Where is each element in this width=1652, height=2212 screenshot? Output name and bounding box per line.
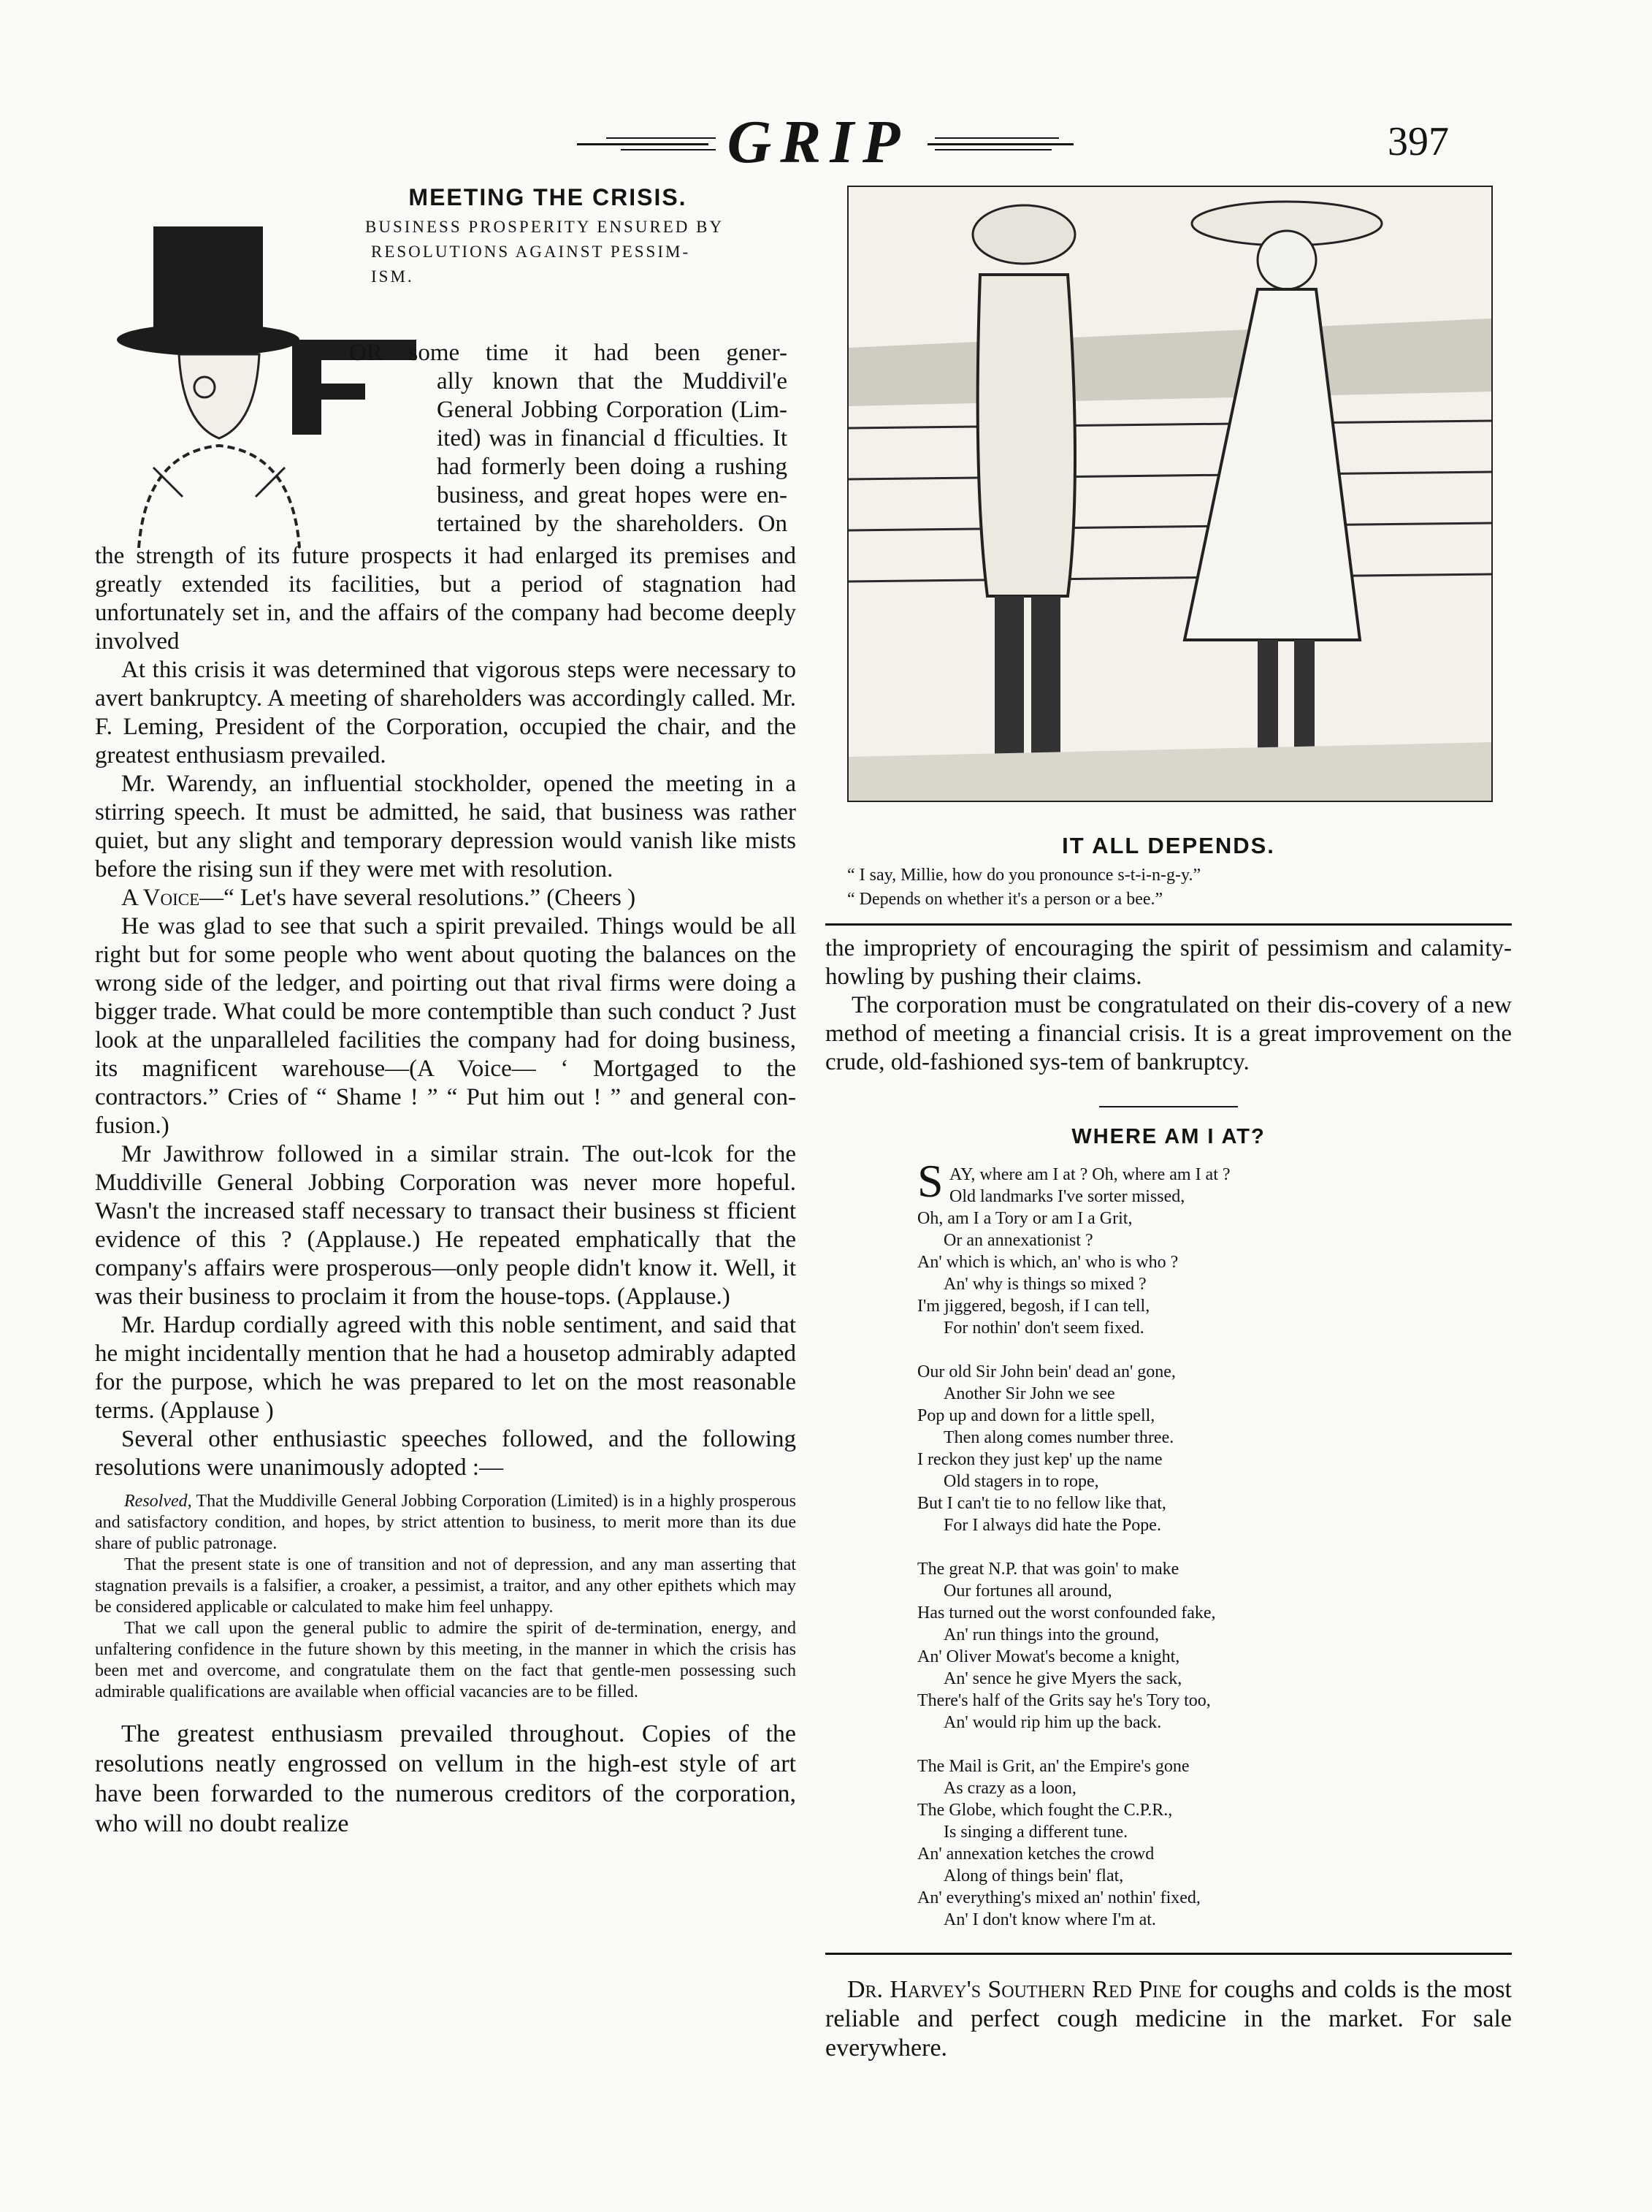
- poem-line: Oh, am I a Tory or am I a Grit,: [917, 1209, 1133, 1228]
- poem-line: An' why is things so mixed ?: [944, 1275, 1147, 1294]
- article-subhead: BUSINESS PROSPERITY ENSURED BY RESOLUTIONS AGAINST PESSIM- ISM.: [365, 218, 724, 286]
- resolution-2: That the present state is one of transition and not of depression, and any man asserting that stagnation prevails is a falsifier, a croaker, a pessimist, a traitor, and any other epithets which may be considered applicable or calculated to make him feel unhappy.: [95, 1555, 796, 1617]
- poem-line: AY, where am I at ? Oh, where am I at ?: [949, 1165, 1231, 1184]
- poem-line: Our fortunes all around,: [944, 1582, 1112, 1601]
- poem-title: WHERE AM I AT?: [1071, 1125, 1266, 1148]
- poem-line: Another Sir John we see: [944, 1384, 1115, 1403]
- poem-drop-cap: S: [917, 1155, 944, 1207]
- poem-line: Or an annexationist ?: [944, 1231, 1093, 1250]
- para11: The corporation must be congratulated on their dis-covery of a new method of meeting a financial crisis. It is a great improvement on the crude, old-fashioned sys-tem of bankruptcy.: [825, 992, 1512, 1075]
- poem-line: There's half of the Grits say he's Tory too,: [917, 1691, 1211, 1710]
- poem-line: As crazy as a loon,: [944, 1779, 1077, 1798]
- poem: [825, 1155, 1512, 1931]
- article-body: [95, 542, 796, 1839]
- poem-line: The Globe, which fought the C.P.R.,: [917, 1801, 1173, 1820]
- masthead: [562, 110, 1074, 175]
- poem-line: I reckon they just kep' up the name: [917, 1450, 1163, 1469]
- cartoon-illustration: [847, 186, 1493, 802]
- poem-line: An' everything's mixed an' nothin' fixed,: [917, 1888, 1201, 1907]
- poem-line: Our old Sir John bein' dead an' gone,: [917, 1362, 1176, 1381]
- article-headline: MEETING THE CRISIS.: [408, 184, 687, 210]
- poem-line: Is singing a different tune.: [944, 1823, 1128, 1842]
- poem-line: The great N.P. that was goin' to make: [917, 1560, 1179, 1579]
- para10: the impropriety of encouraging the spirit of pessimism and calamity-howling by pushing their claims.: [825, 935, 1512, 990]
- poem-line: Along of things bein' flat,: [944, 1866, 1124, 1885]
- poem-line: An' would rip him up the back.: [944, 1713, 1162, 1732]
- poem-line: Pop up and down for a little spell,: [917, 1406, 1155, 1425]
- poem-stanza-3: [917, 1558, 1512, 1734]
- para9: The greatest enthusiasm prevailed throughout. Copies of the resolutions neatly engrossed on vellum in the high-est style of art have been forwarded to the numerous creditors of the corporation, who will no doubt realize: [95, 1720, 796, 1837]
- para4: A Voice—“ Let's have several resolutions.” (Cheers ): [121, 885, 636, 911]
- para7: Mr. Hardup cordially agreed with this noble sentiment, and said that he might incidentally mention that he had a housetop admirably adapted for the purpose, which he was prepared to let on the most reasonable terms. (Applause ): [95, 1312, 796, 1424]
- resolution-1: Resolved, That the Muddiville General Jobbing Corporation (Limited) is in a highly prosperous and satisfactory condition, and hopes, by strict attention to business, to merit more than its due share of public patronage.: [95, 1492, 796, 1553]
- poem-stanza-4: [917, 1755, 1512, 1931]
- para3: Mr. Warendy, an influential stockholder, opened the meeting in a stirring speech. It must be admitted, he said, that business was rather quiet, but any slight and temporary depression would vanish like mists before the rising sun if they were met with resolution.: [95, 771, 796, 882]
- masthead-title: GRIP: [727, 108, 909, 176]
- poem-line: An' Oliver Mowat's become a knight,: [917, 1647, 1180, 1666]
- resolution-3: That we call upon the general public to admire the spirit of de-termination, energy, and unfaltering confidence in the future shown by this meeting, in the manner in which the crisis has been met and overcome, and congratulate them on the fact that gentle-men possessing such admirable qualifications are available when official vacancies are to be filled.: [95, 1619, 796, 1701]
- para1-first-lines: OR some time it had been gener- ally known that the Muddivil'e General Jobbing Corporation (Lim- ited) was in financial d fficulties. It had formerly been doing a rushing business, and great hopes were en- tertained by the shareholders. On: [349, 340, 787, 537]
- para6: Mr Jawithrow followed in a similar strain. The out-lcok for the Muddiville General Jobbing Corporation was never more hopeful. Wasn't the increased staff necessary to transact their business st fficient evidence of this ? (Applause.) He repeated emphatically that the company's affairs were prosperous—only people didn't know it. Well, it was their business to proclaim it from the house-tops. (Applause.): [95, 1141, 796, 1310]
- poem-line: For I always did hate the Pope.: [944, 1516, 1161, 1535]
- para8: Several other enthusiastic speeches followed, and the following resolutions were unanimously adopted :—: [95, 1426, 796, 1481]
- poem-line: Old landmarks I've sorter missed,: [949, 1187, 1185, 1206]
- poem-line: Old stagers in to rope,: [944, 1472, 1099, 1491]
- poem-line: An' which is which, an' who is who ?: [917, 1253, 1179, 1272]
- poem-line: An' I don't know where I'm at.: [944, 1910, 1156, 1929]
- advertisement: Dr. Harvey's Southern Red Pine for coughs and colds is the most reliable and perfect cough medicine in the market. For sale everywhere.: [825, 1976, 1512, 2062]
- poem-stanza-2: [917, 1361, 1512, 1536]
- poem-line: I'm jiggered, begosh, if I can tell,: [917, 1297, 1150, 1316]
- right-column: [825, 186, 1512, 2063]
- para5: He was glad to see that such a spirit prevailed. Things would be all right but for some people who went about quoting the balances on the wrong side of the ledger, and poirting out that rival firms were doing a bigger trade. What could be more contemptible than such conduct ? Just look at the unparalleled facilities the company had for doing business, its magnificent warehouse—(A Voice— ‘ Mortgaged to the contractors.” Cries of “ Shame ! ” “ Put him out ! ” and general con-fusion.): [95, 913, 796, 1139]
- poem-line: An' annexation ketches the crowd: [917, 1845, 1155, 1864]
- poem-line: The Mail is Grit, an' the Empire's gone: [917, 1757, 1190, 1776]
- poem-line: Then along comes number three.: [944, 1428, 1174, 1447]
- poem-line: For nothin' don't seem fixed.: [944, 1319, 1144, 1338]
- para1: the strength of its future prospects it had enlarged its premises and greatly extended its facilities, but a period of stagnation had unfortunately set in, and the affairs of the company had become deeply involved: [95, 543, 796, 655]
- page-number: 397: [1388, 119, 1449, 164]
- cartoon-caption: “ I say, Millie, how do you pronounce s-t-i-n-g-y.” “ Depends on whether it's a person or a bee.”: [847, 866, 1201, 909]
- poem-line: Has turned out the worst confounded fake,: [917, 1603, 1216, 1622]
- cartoon-title: IT ALL DEPENDS.: [1062, 833, 1275, 858]
- poem-line: An' sence he give Myers the sack,: [944, 1669, 1182, 1688]
- poem-line: But I can't tie to no fellow like that,: [917, 1494, 1166, 1513]
- poem-stanza-1: [917, 1164, 1512, 1339]
- poem-line: An' run things into the ground,: [944, 1625, 1159, 1644]
- para2: At this crisis it was determined that vigorous steps were necessary to avert bankruptcy. A meeting of shareholders was accordingly called. Mr. F. Leming, President of the Corporation, occupied the chair, and the greatest enthusiasm prevailed.: [95, 657, 796, 769]
